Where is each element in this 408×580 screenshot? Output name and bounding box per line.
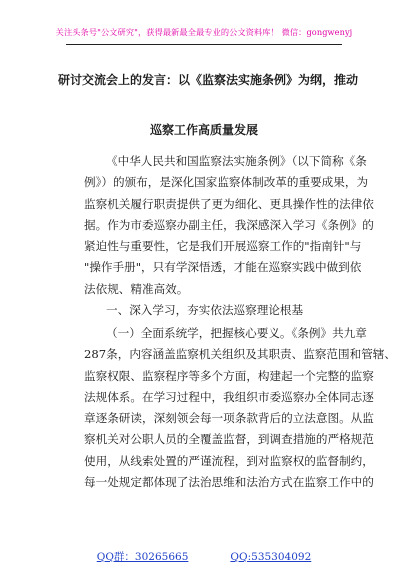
- footer-qq-group-link[interactable]: QQ群：30265665: [96, 551, 189, 563]
- text-line: 紧迫性与重要性，它是我们开展巡察工作的"指南针"与: [84, 239, 362, 254]
- footer-contact: [0, 549, 408, 564]
- text-line: （一）全面系统学，把握核心要义。《条例》共九章: [106, 326, 367, 340]
- text-line: 使用，从线索处置的严谨流程，到对监察权的监督制约，: [84, 453, 374, 468]
- header-divider: [66, 44, 342, 45]
- document-title-line-2: 巡察工作高质量发展: [149, 123, 258, 137]
- footer-qq-contact-link[interactable]: QQ:535304092: [230, 551, 312, 563]
- text-line: 例》）的颁布，是深化国家监察体制改革的重要成果，为: [84, 175, 369, 190]
- header-promo-banner: [0, 27, 408, 38]
- text-line: 监察权限、监察程序等多个方面，构建起一个完整的监察: [84, 368, 374, 383]
- text-line: 287条，内容涵盖监察机关组织及其职责、监察范围和管辖、: [84, 347, 396, 362]
- paragraph-study: [84, 323, 396, 493]
- text-line: 法规体系。在学习过程中，我组织市委巡察办全体同志逐: [84, 389, 374, 404]
- header-promo-text: 关注头条号"公文研究"，获得最新最全最专业的公文资料库！ 微信：gongwenyj: [55, 27, 353, 37]
- text-line: 章逐条研读，深刻领会每一项条款背后的立法意图。从监: [84, 411, 374, 426]
- text-line: 每一处规定都体现了法治思维和法治方式在监察工作中的: [84, 475, 374, 490]
- text-line: 法依规、精准高效。: [84, 281, 189, 296]
- text-line: 察机关对公职人员的全覆盖监督，到调查措施的严格规范: [84, 432, 374, 447]
- text-line: 《中华人民共和国监察法实施条例》（以下简称《条: [106, 154, 367, 168]
- text-line: "操作手册"，只有学深悟透，才能在巡察实践中做到依: [84, 260, 362, 275]
- text-line: 据。作为市委巡察办副主任，我深感深入学习《条例》的: [84, 217, 374, 232]
- text-line: 监察机关履行职责提供了更为细化、更具操作性的法律依: [84, 196, 374, 211]
- document-title-line-1: 研讨交流会上的发言：以《监察法实施条例》为纲，推动: [57, 73, 358, 87]
- paragraph-intro: [84, 151, 374, 321]
- section-heading: 一、深入学习，夯实依法巡察理论根基: [106, 303, 304, 318]
